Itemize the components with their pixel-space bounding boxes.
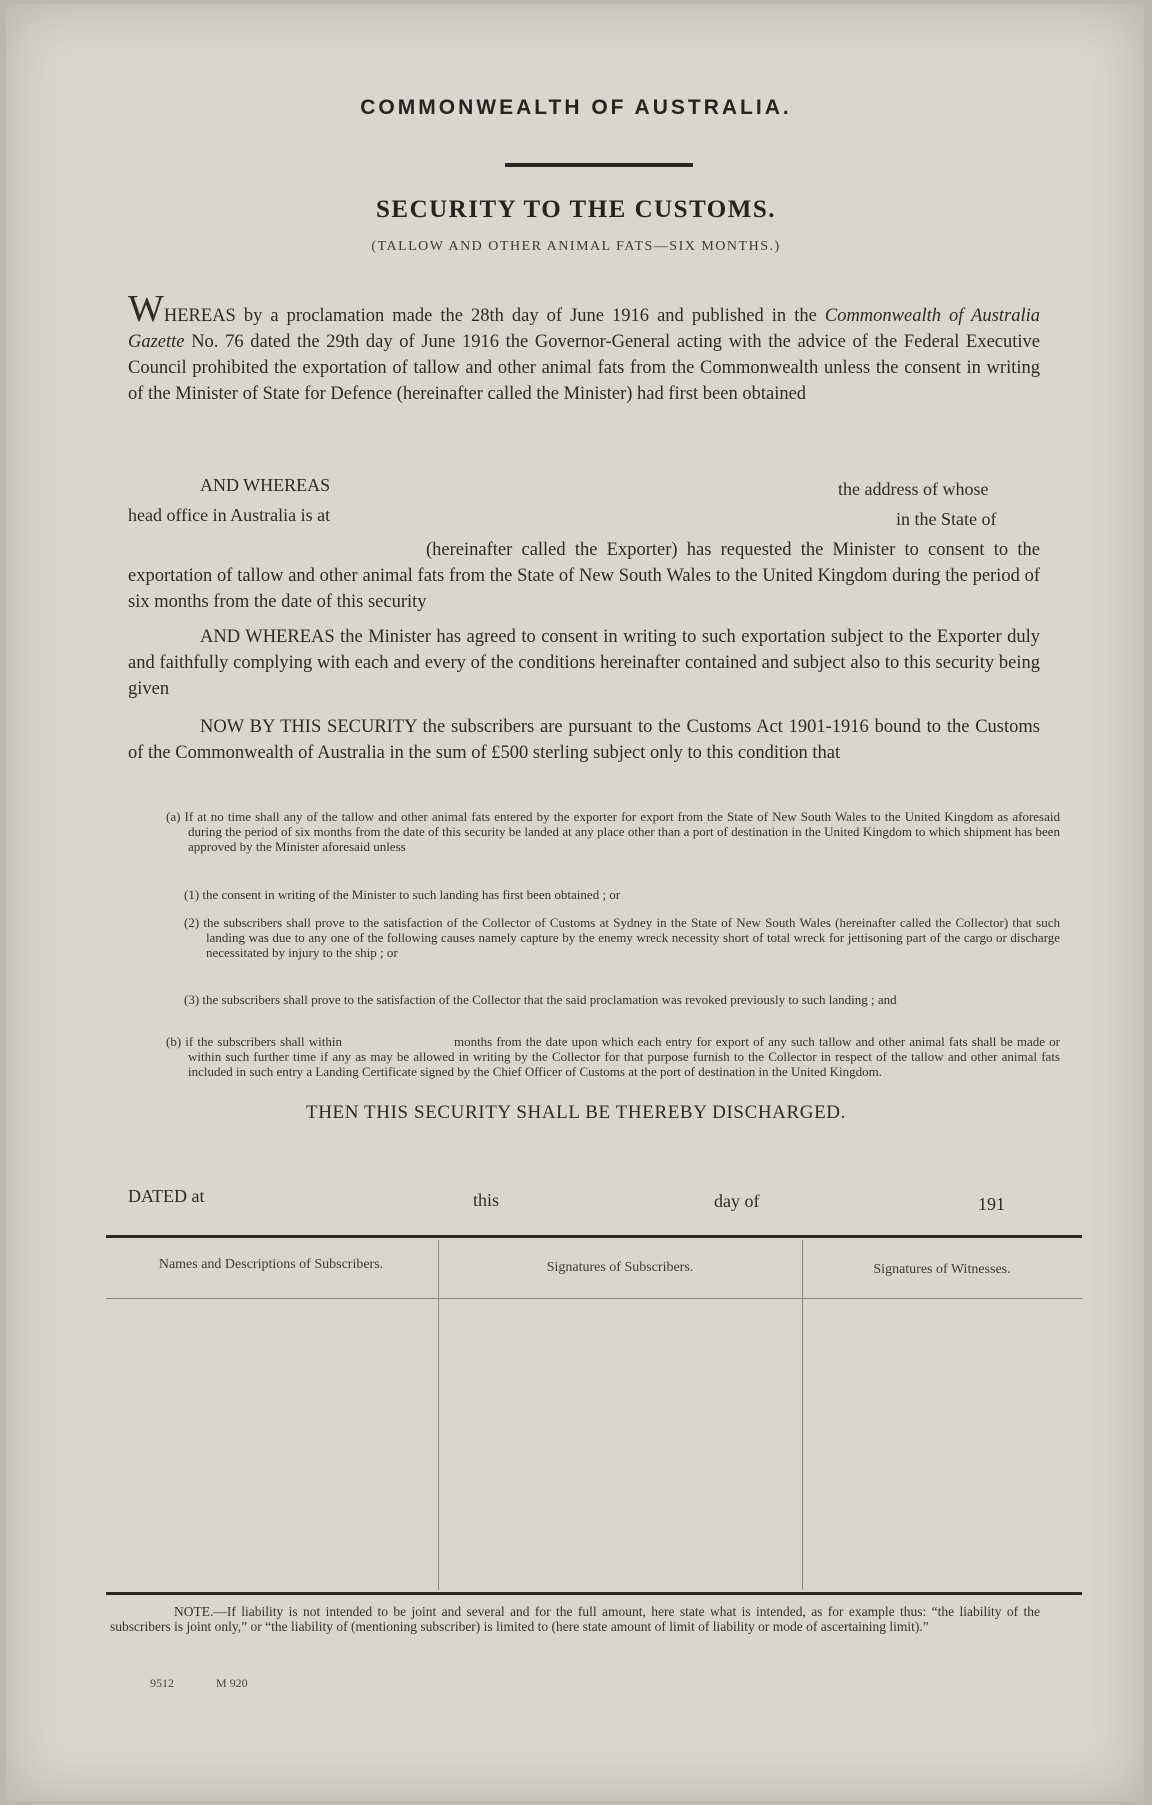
condition-b-rest: months from the date upon which each entry for export of any such tallow and other animal fats shall be made or within such further time if any as may be allowed in writing by the Collector for that purpose furnish to the Collector in respect of the tallow and other animal fats included in such entry a Landing Certificate signed by the Chief Officer of Customs at the port of destination in the United Kingdom.	[188, 1034, 1060, 1079]
document-page	[6, 4, 1144, 1801]
table-top-rule	[106, 1235, 1082, 1238]
year-label: 191	[978, 1194, 1005, 1214]
document-subtitle: (TALLOW AND OTHER ANIMAL FATS—SIX MONTHS.)	[371, 239, 781, 254]
form-code-1: 9512	[150, 1676, 174, 1690]
day-of-label: day of	[714, 1191, 760, 1211]
column-witness-signatures: Signatures of Witnesses.	[873, 1262, 1011, 1277]
country-heading: COMMONWEALTH OF AUSTRALIA.	[360, 96, 792, 119]
condition-2: (2) the subscribers shall prove to the satisfaction of the Collector of Customs at Sydney in the State of New South Wales (hereinafter called the Collector) that such landing was due to any one of the following causes namely capture by the enemy wreck necessity short of total wreck for jettisoning part of the cargo or discharge necessitated by injury to the ship ; or	[184, 915, 1060, 960]
whereas-paragraph	[128, 288, 1040, 407]
dated-at-label: DATED at	[128, 1186, 205, 1206]
whereas-lead: HEREAS by a proclamation made the 28th day of June 1916 and published in the	[163, 306, 825, 326]
table-header-rule	[106, 1298, 1082, 1299]
document-title: SECURITY TO THE CUSTOMS.	[375, 196, 776, 223]
condition-a: (a) If at no time shall any of the tallow and other animal fats entered by the exporter for export from the State of New South Wales to the United Kingdom as aforesaid during the period of six months from the date of this security be landed at any place other than a port of destination in the United Kingdom to which shipment has been approved by the Minister aforesaid unless	[166, 809, 1060, 854]
table-bottom-rule	[106, 1592, 1082, 1595]
state-of-label: in the State of	[896, 509, 997, 529]
and-whereas-label: AND WHEREAS	[200, 475, 331, 495]
table-divider-2	[802, 1240, 803, 1590]
condition-b-lead: (b) if the subscribers shall within	[166, 1034, 342, 1049]
column-subscriber-signatures: Signatures of Subscribers.	[546, 1260, 694, 1275]
and-whereas-consent-paragraph: AND WHEREAS the Minister has agreed to consent in writing to such exportation subject to the Exporter duly and faithfully complying with each and every of the conditions hereinafter contained and subject also to this security being given	[128, 627, 1040, 699]
form-code-2: M 920	[216, 1676, 248, 1690]
gazette-name: Commonwealth of Australia Gazette	[128, 306, 1040, 352]
condition-b	[166, 1034, 1060, 1079]
now-by-this-security-paragraph: NOW BY THIS SECURITY the subscribers are pursuant to the Customs Act 1901-1916 bound to the Customs of the Commonwealth of Australia in the sum of £500 sterling subject only to this condition that	[128, 717, 1040, 763]
condition-3: (3) the subscribers shall prove to the satisfaction of the Collector that the said proclamation was revoked previously to such landing ; and	[184, 992, 897, 1007]
head-office-label: head office in Australia is at	[128, 505, 331, 525]
condition-1: (1) the consent in writing of the Minister to such landing has first been obtained ; or	[184, 887, 621, 902]
address-of-whose: the address of whose	[838, 479, 989, 499]
whereas-rest: No. 76 dated the 29th day of June 1916 the Governor-General acting with the advice of the Federal Executive Council prohibited the exportation of tallow and other animal fats from the Commonwealth unless the consent in writing of the Minister of State for Defence (hereinafter called the Minister) had first been obtained	[128, 332, 1040, 404]
discharged-statement: THEN THIS SECURITY SHALL BE THEREBY DISCHARGED.	[306, 1102, 846, 1123]
this-label: this	[473, 1190, 500, 1210]
table-divider-1	[438, 1240, 439, 1590]
exporter-request-paragraph: (hereinafter called the Exporter) has requested the Minister to consent to the exportation of tallow and other animal fats from the State of New South Wales to the United Kingdom during the period of six months from the date of this security	[128, 540, 1040, 612]
liability-note: NOTE.—If liability is not intended to be joint and several and for the full amount, here state what is intended, as for example thus: “the liability of the subscribers is joint only,” or “the liability of (mentioning subscriber) is limited to (here state amount of limit of liability or mode of ascertaining limit).”	[110, 1604, 1040, 1634]
drop-cap: W	[128, 288, 164, 330]
title-rule	[505, 163, 693, 167]
column-names-descriptions: Names and Descriptions of Subscribers.	[158, 1257, 384, 1272]
